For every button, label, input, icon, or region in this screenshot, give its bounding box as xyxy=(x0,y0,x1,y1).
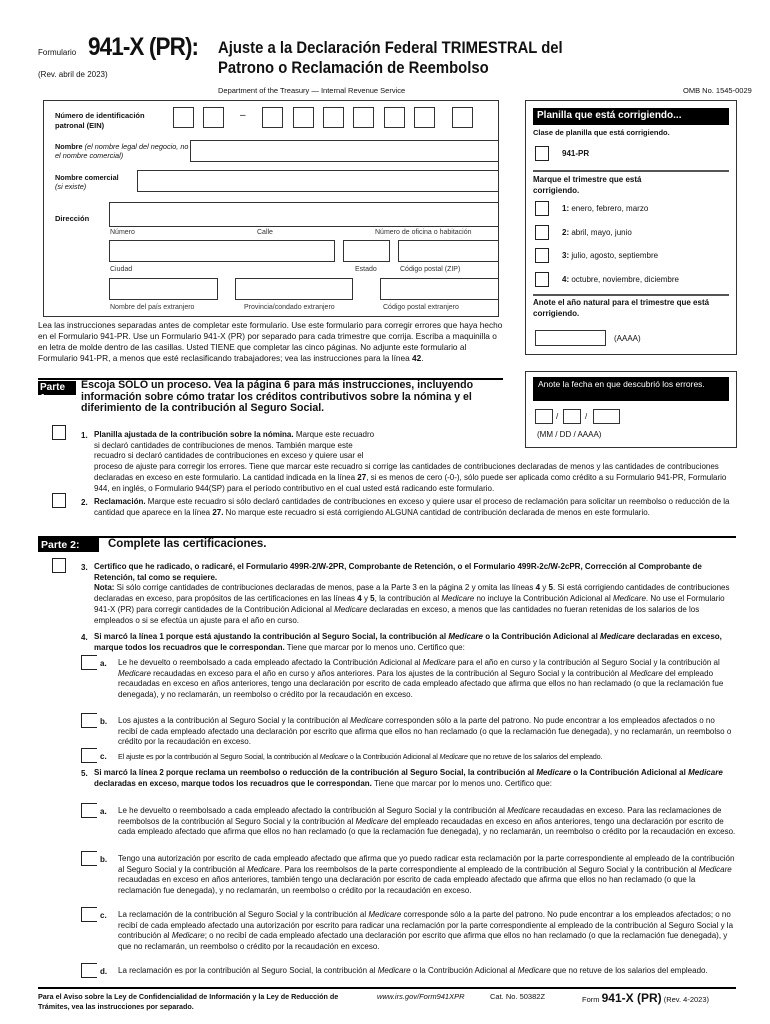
form-word: Formulario xyxy=(38,48,77,57)
part2-title: Complete las certificaciones. xyxy=(108,538,267,550)
text-segment: Los ajustes a la contribución al Seguro Social y la contribución al xyxy=(118,716,351,725)
line5d-letter: d. xyxy=(100,967,108,976)
part2-label: Parte 2: xyxy=(38,538,99,552)
text-segment: no incluye la Contribución Adicional al xyxy=(474,594,613,604)
form-941pr-checkbox[interactable] xyxy=(535,146,549,161)
text-segment: . Para los reembolsos de la parte correspondiente al empleado de la contribución al Seguro Social y la contribución al xyxy=(279,864,699,874)
omb-number: OMB No. 1545-0029 xyxy=(683,86,752,95)
line3-certification xyxy=(94,562,736,583)
line4a-text xyxy=(118,658,736,701)
quarter-number: 4: xyxy=(562,275,570,284)
quarter-number: 3: xyxy=(562,251,570,260)
text-segment: Tiene que marcar por lo menos uno. Certifico que: xyxy=(371,778,552,788)
revision-date: (Rev. abril de 2023) xyxy=(38,70,108,79)
line5b-text xyxy=(118,854,736,897)
line3-note xyxy=(94,583,736,626)
line4-number: 4. xyxy=(81,633,88,642)
month-input[interactable] xyxy=(535,409,553,424)
text-segment: Medicare xyxy=(171,931,205,941)
text-segment: Le he devuelto o reembolsado a cada empleado afectado la contribución al Seguro Social y la contribución al xyxy=(118,806,508,815)
suite-sublabel: Número de oficina o habitación xyxy=(375,229,472,236)
country-sublabel: Nombre del país extranjero xyxy=(110,304,195,311)
ein-digit-6[interactable] xyxy=(353,107,374,128)
line5c-letter: c. xyxy=(100,911,107,920)
catalog-number: Cat. No. 50382Z xyxy=(490,992,546,1001)
name-input[interactable] xyxy=(190,140,499,162)
quarter-1-checkbox[interactable] xyxy=(535,201,549,216)
city-sublabel: Ciudad xyxy=(110,266,133,273)
text-segment: recaudadas en exceso en años anteriores, también tengo una declaración por escrito de cada empleado afectado que afirma que ellos no han reclamado (o que la reclamación fue denegada), y no reclamarán, un reembolso o crédito por la recaudación en exceso. xyxy=(118,875,696,896)
text-segment: o la Contribución Adicional al xyxy=(348,752,440,761)
name-label-text: Nombre xyxy=(55,142,83,151)
text-segment: Marque este recuadro si declaró cantidades de contribuciones de menos. También marque este recuadro si declaró cantidades de contribuciones en exceso y quiere usar el proceso de ajuste para corregir los errores. Tiene que marcar este recuadro si corrige las cantidades de contribuciones declaradas de menos y las cantidades de contribuciones declaradas en exceso en este formulario. La cantidad indicada en la línea xyxy=(94,430,719,482)
line1-number: 1. xyxy=(81,431,88,440)
foreign-country-input[interactable] xyxy=(109,278,218,300)
quarter-months: octubre, noviembre, diciembre xyxy=(569,275,679,284)
quarter-1-label xyxy=(562,204,648,213)
text-segment: Medicare xyxy=(355,816,389,826)
text-segment: Medicare xyxy=(422,658,456,667)
text-segment: Si sólo corrige cantidades de contribuciones declaradas de menos, pase a la Parte 3 en la página 2 y omita las líneas xyxy=(114,583,536,593)
return-box-title: Planilla que está corrigiendo... xyxy=(533,108,729,125)
trade-hint: (si existe) xyxy=(55,182,87,191)
line5c-text xyxy=(118,910,736,953)
address-label: Dirección xyxy=(55,214,90,223)
trade-label-text: Nombre comercial xyxy=(55,173,119,182)
date-separator: / xyxy=(556,412,559,421)
line3-number: 3. xyxy=(81,563,88,572)
text-segment: Nota: xyxy=(94,583,115,593)
text-segment: 42 xyxy=(412,353,422,363)
text-segment: Lea las instrucciones separadas antes de completar este formulario. Use este formulario para corregir errores que haya hecho en el Formulario 941-PR. Use un Formulario 941-X (PR) por separado para cada trimestre que corrija. Escriba a maquinilla o en letra de molde dentro de las casillas. Usted TIENE que completar las cinco páginas. No adjunte este formulario al Formulario 941-PR, a menos que esté reclasificando trabajadores; vea las instrucciones para la línea xyxy=(38,320,503,363)
line5-number: 5. xyxy=(81,769,88,778)
text-segment: o la Contribución Adicional al xyxy=(571,768,689,777)
text-segment: y xyxy=(540,583,549,593)
text-segment: Medicare xyxy=(334,604,368,614)
text-segment: . xyxy=(421,353,424,363)
line3-text xyxy=(94,562,736,626)
trade-name-label xyxy=(55,173,119,191)
quarter-months: abril, mayo, junio xyxy=(569,228,632,237)
line4a-letter: a. xyxy=(100,659,107,668)
line3-checkbox[interactable] xyxy=(52,558,66,573)
text-segment: . Si está corrigiendo cantidades de contribuciones declaradas en exceso, para propósitos de las certificaciones en las líneas xyxy=(94,583,730,604)
text-segment: , la contribución al xyxy=(374,594,442,604)
ein-digit-4[interactable] xyxy=(293,107,314,128)
name-hint: (el nombre legal del negocio, no el nombre comercial) xyxy=(55,142,189,160)
footer-rule xyxy=(38,987,736,989)
text-segment: , si es menos de cero (-0-), sólo puede ser aplicada como crédito a su Formulario 941-PR, Formulario 944, en inglés, o Formulario 944(SP) para el período contributivo en el cual usted está radicando este formulario. xyxy=(94,472,727,493)
instructions-text xyxy=(38,320,503,364)
line2-number: 2. xyxy=(81,498,88,507)
year-input[interactable] xyxy=(535,330,606,346)
day-input[interactable] xyxy=(563,409,581,424)
text-segment: Medicare xyxy=(448,632,483,641)
text-segment: Medicare xyxy=(377,966,411,975)
quarter-label: Marque el trimestre que está corrigiendo. xyxy=(533,175,642,195)
text-segment: Si marcó la línea 1 porque está ajustando la contribución al Seguro Social, la contribución al xyxy=(94,632,449,641)
date-format-hint: (MM / DD / AAAA) xyxy=(537,430,602,439)
quarter-2-checkbox[interactable] xyxy=(535,225,549,240)
text-segment: o la Contribución Adicional al xyxy=(410,966,518,975)
text-segment: Tiene que marcar por lo menos uno. Certifico que: xyxy=(284,642,465,652)
text-segment: o la Contribución Adicional al xyxy=(483,632,601,641)
text-segment: y xyxy=(361,594,371,604)
line5a-checkbox[interactable] xyxy=(81,803,97,818)
form-url[interactable]: www.irs.gov/Form941XPR xyxy=(377,992,465,1001)
line5b-letter: b. xyxy=(100,855,108,864)
city-input[interactable] xyxy=(109,240,335,262)
line5b-checkbox[interactable] xyxy=(81,851,97,866)
line5-text xyxy=(94,768,736,789)
text-segment: La reclamación es por la contribución al Seguro Social, la contribución al xyxy=(118,966,378,975)
text-segment: Medicare xyxy=(441,594,475,604)
text-segment: Certifico que he radicado, o radicaré, el Formulario 499R-2/W-2PR, Comprobante de Retención, o el Formulario 499R-2c/W-2cPR, Corrección al Comprobante de Retención, tal como se requiere. xyxy=(94,562,702,582)
line2-checkbox[interactable] xyxy=(52,493,66,508)
ein-digit-7[interactable] xyxy=(384,107,405,128)
text-segment: No marque este recuadro si está corrigiendo ALGUNA cantidad de contribución declarada de menos en este formulario. xyxy=(223,507,650,517)
text-segment: corresponden sólo a la parte del patrono. No pude encontrar a los empleados afectados o no recibí de cada empleado afectado una declaración por escrito que afirma que ellos no han reclamado (o que la reclamación fue denegada), y no reclamarán, un reembolso o crédito por la recaudación en exceso. xyxy=(118,716,732,747)
title-line-2: Patrono o Reclamación de Reembolso xyxy=(218,59,489,77)
form-number: 941-X (PR): xyxy=(88,33,199,61)
ein-dash: – xyxy=(240,110,246,121)
text-segment: 5 xyxy=(548,583,553,593)
text-segment: recaudadas en exceso. Para las reclamaciones de reembolsos de la contribución al Seguro Social y la contribución al xyxy=(118,806,722,826)
form-title xyxy=(218,38,563,78)
text-segment: La reclamación de la contribución al Seguro Social y la contribución al xyxy=(118,910,369,919)
foreign-postal-input[interactable] xyxy=(380,278,499,300)
divider xyxy=(533,294,729,296)
part1-title: Escoja SÓLO un proceso. Vea la página 6 para más instrucciones, incluyendo información sobre cómo tratar los créditos contributivos sobre la nómina y el diferimiento de la contribución al Seguro Social. xyxy=(81,379,474,414)
year-hint: (AAAA) xyxy=(614,334,641,343)
text-segment: 27. xyxy=(212,507,224,517)
text-segment: Medicare xyxy=(368,910,402,919)
quarter-4-checkbox[interactable] xyxy=(535,272,549,287)
line4b-text xyxy=(118,716,736,748)
text-segment: corresponde sólo a la parte del patrono. No pude encontrar a los empleados afectados; o no recibí de cada empleado afectado una autorización por escrito para radicar una reclamación por la parte correspondiente al empleado de la contribución al Seguro Social y la contribución al xyxy=(118,910,734,941)
state-input[interactable] xyxy=(343,240,390,262)
text-segment: 5 xyxy=(370,594,375,604)
text-segment: Medicare xyxy=(319,752,349,761)
zip-input[interactable] xyxy=(398,240,499,262)
form-941pr-label: 941-PR xyxy=(562,149,590,158)
text-segment: del empleado recaudadas en exceso en años anteriores, tengo una declaración por escrito de cada empleado afectado que afirma que ellos no han reclamado (o que la reclamación fue denegada), y no reclamarán, un reembolso o crédito por la recaudación en exceso. xyxy=(118,668,724,700)
text-segment: Medicare xyxy=(350,716,384,725)
float-spacer xyxy=(376,430,736,460)
text-segment: declaradas en exceso, a menos que las cantidades no fueran retenidas de los salarios de los empleados o si se efectúa un ajuste para el año en curso. xyxy=(94,604,700,625)
text-segment: Medicare xyxy=(600,632,635,641)
text-segment: declaradas en exceso, marque todos los recuadros que le correspondan. xyxy=(94,632,722,652)
year-discovered-input[interactable] xyxy=(593,409,620,424)
quarter-months: enero, febrero, marzo xyxy=(569,204,649,213)
quarter-2-label xyxy=(562,228,632,237)
street-address-input[interactable] xyxy=(109,202,499,227)
text-segment: Medicare xyxy=(507,806,541,815)
text-segment: que no retuve de los salarios del empleado. xyxy=(467,752,603,761)
line4a-checkbox[interactable] xyxy=(81,655,97,670)
line5d-checkbox[interactable] xyxy=(81,963,97,978)
foreign-province-input[interactable] xyxy=(235,278,353,300)
text-segment: declaradas en exceso, marque todos los recuadros que le correspondan. xyxy=(94,778,372,788)
quarter-4-label xyxy=(562,275,679,284)
footer-revision: (Rev. 4-2023) xyxy=(663,995,710,1004)
text-segment: del empleado recaudadas en exceso en años anteriores, tengo una declaración por escrito de cada empleado afectado que afirma que ellos no han reclamado (o que la reclamación fue denegada), y no reclamarán, un reembolso o crédito por la recaudación en exceso. xyxy=(118,816,736,837)
text-segment: recaudadas en exceso para el año en curso y años anteriores. Para los ajustes de la contribución al Seguro Social y la contribución al xyxy=(150,668,630,678)
year-label: Anote el año natural para el trimestre que está corrigiendo. xyxy=(533,298,710,318)
trade-name-input[interactable] xyxy=(137,170,499,192)
ein-digit-9[interactable] xyxy=(452,107,473,128)
number-sublabel: Número xyxy=(110,229,135,236)
ein-digit-5[interactable] xyxy=(323,107,344,128)
title-line-1: Ajuste a la Declaración Federal TRIMESTRAL del xyxy=(218,39,563,57)
privacy-notice: Para el Aviso sobre la Ley de Confidencialidad de Información y la Ley de Reducción de Trámites, vea las instrucciones por separado. xyxy=(38,992,339,1011)
text-segment: Planilla ajustada de la contribución sobre la nómina. xyxy=(94,430,294,439)
text-segment: Si marcó la línea 2 porque reclama un reembolso o reducción de la contribución al Seguro Social, la contribución al xyxy=(94,768,537,777)
divider xyxy=(533,170,729,172)
ein-digit-2[interactable] xyxy=(203,107,224,128)
text-segment: . No use el Formulario 941-X (PR) para corregir cantidades de la Contribución Adicional al xyxy=(94,594,725,614)
text-segment: ; o no recibí de cada empleado afectado una declaración por escrito que afirma que ellos no han reclamado (o que la reclamación fue denegada), y que no reclamarán, un reembolso o crédito por la recaudación en exceso. xyxy=(118,931,728,952)
street-sublabel: Calle xyxy=(257,229,273,236)
text-segment: que no retuve de los salarios del empleado. xyxy=(550,966,708,975)
text-segment: Medicare xyxy=(698,864,732,874)
footer-form-number: 941-X (PR) xyxy=(601,991,662,1005)
department: Department of the Treasury — Internal Revenue Service xyxy=(218,86,406,95)
text-segment: El ajuste es por la contribución al Seguro Social, la contribución al xyxy=(118,752,320,761)
province-sublabel: Provincia/condado extranjero xyxy=(244,304,335,311)
line4c-text xyxy=(118,752,758,761)
ein-label: Número de identificación patronal (EIN) xyxy=(55,111,145,130)
line2-text xyxy=(94,497,736,518)
form-word: Form xyxy=(582,995,600,1004)
text-segment: Medicare xyxy=(629,668,663,678)
line4-text xyxy=(94,632,736,653)
footer-form-id xyxy=(582,991,709,1005)
line4c-letter: c. xyxy=(100,752,107,761)
text-segment: Marque este recuadro si sólo declaró cantidades de contribuciones en exceso y quiere usar el proceso de reclamación para solicitar un reembolso o reducción de la cantidad que aparece en la línea xyxy=(94,497,730,517)
text-segment: 27 xyxy=(357,472,367,482)
text-segment: Medicare xyxy=(517,966,551,975)
text-segment: Medicare xyxy=(536,768,572,777)
ein-digit-8[interactable] xyxy=(414,107,435,128)
state-sublabel: Estado xyxy=(355,266,377,273)
line5d-text xyxy=(118,966,736,977)
class-label: Clase de planilla que está corrigiendo. xyxy=(533,128,670,137)
line5a-letter: a. xyxy=(100,807,107,816)
text-segment: Medicare xyxy=(246,864,280,874)
line5c-checkbox[interactable] xyxy=(81,907,97,922)
text-segment: Medicare xyxy=(439,752,468,761)
quarter-number: 2: xyxy=(562,228,570,237)
text-segment: Medicare xyxy=(688,768,723,777)
quarter-number: 1: xyxy=(562,204,570,213)
line1-text xyxy=(94,430,736,494)
text-segment: Le he devuelto o reembolsado a cada empleado afectado la Contribución Adicional al xyxy=(118,658,423,667)
quarter-months: julio, agosto, septiembre xyxy=(569,251,659,260)
text-segment: Medicare xyxy=(612,594,646,604)
ein-digit-3[interactable] xyxy=(262,107,283,128)
foreign-zip-sublabel: Código postal extranjero xyxy=(383,304,459,311)
line5a-text xyxy=(118,806,736,838)
part1-label: Parte 1: xyxy=(38,381,76,395)
ein-digit-1[interactable] xyxy=(173,107,194,128)
quarter-3-label xyxy=(562,251,658,260)
text-segment: 4 xyxy=(535,583,541,593)
line1-checkbox[interactable] xyxy=(52,425,66,440)
text-segment: Tengo una autorización por escrito de cada empleado afectado que afirma que yo puedo radicar esta reclamación por la parte correspondiente al empleado de la contribución al Seguro Social y la contribución al xyxy=(118,854,735,874)
text-segment: para el año en curso y la contribución al Seguro Social y la contribución al xyxy=(455,658,720,667)
text-segment: Reclamación. xyxy=(94,497,146,506)
line4b-letter: b. xyxy=(100,717,108,726)
date-separator: / xyxy=(585,412,588,421)
text-segment: Medicare xyxy=(118,668,151,678)
zip-sublabel: Código postal (ZIP) xyxy=(400,266,461,273)
name-label xyxy=(55,142,190,160)
quarter-3-checkbox[interactable] xyxy=(535,248,549,263)
line4c-checkbox[interactable] xyxy=(81,748,97,763)
line4b-checkbox[interactable] xyxy=(81,713,97,728)
text-segment: 4 xyxy=(357,594,362,604)
date-box-title: Anote la fecha en que descubrió los errores. xyxy=(533,377,729,401)
